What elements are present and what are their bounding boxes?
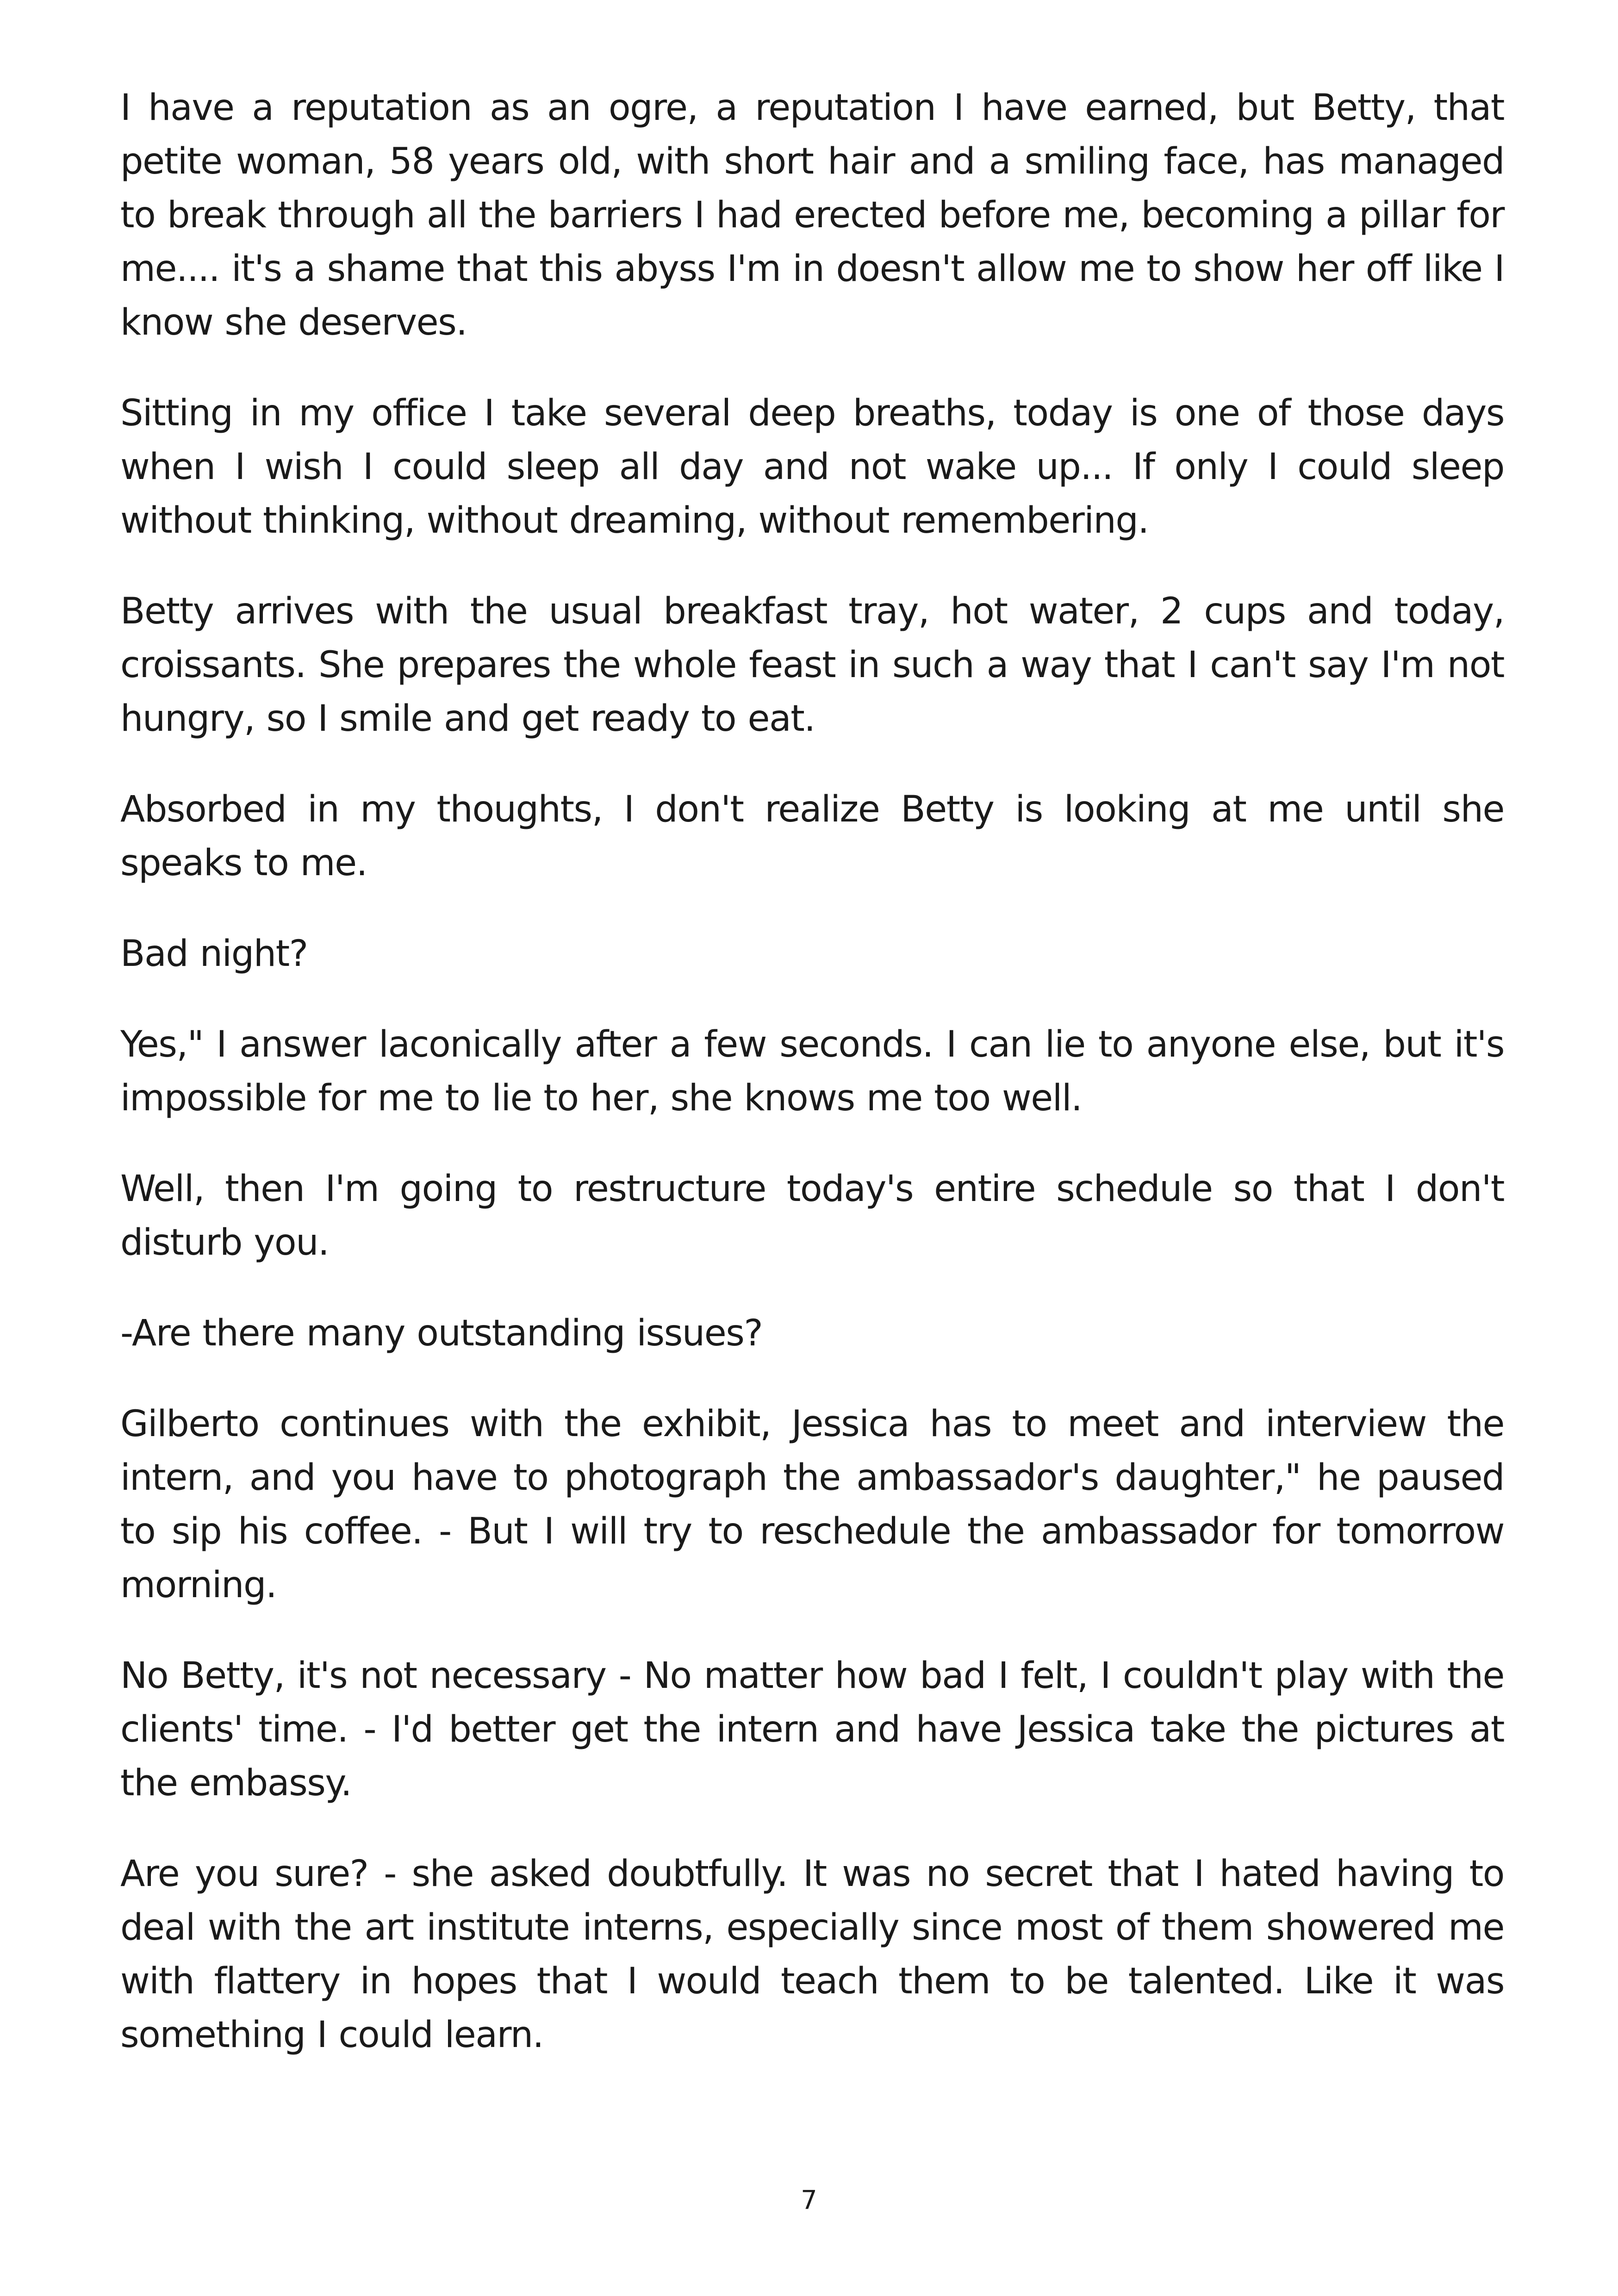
paragraph-3: Betty arrives with the usual breakfast tray, hot water, 2 cups and today, croissants. She prepares the whole feast in such a way that I can't say I'm not hungry, so I smile and get ready to eat. — [120, 591, 1504, 740]
paragraph-11: Are you sure? - she asked doubtfully. It was no secret that I hated having to deal with the art institute interns, especially since most of them showered me with flattery in hopes that I would teach them to be talented. Like it was something I could learn. — [120, 1853, 1504, 2056]
body-text — [120, 81, 1504, 2099]
paragraph-2: Sitting in my office I take several deep breaths, today is one of those days when I wish I could sleep all day and not wake up... If only I could sleep without thinking, without dreaming, without remembering. — [120, 392, 1504, 541]
paragraph-9: Gilberto continues with the exhibit, Jessica has to meet and interview the intern, and you have to photograph the ambassador's daughter," he paused to sip his coffee. - But I will try to reschedule the ambassador for tomorrow morning. — [120, 1403, 1504, 1606]
paragraph-6: Yes," I answer laconically after a few seconds. I can lie to anyone else, but it's impossible for me to lie to her, she knows me too well. — [120, 1024, 1504, 1119]
paragraph-10: No Betty, it's not necessary - No matter how bad I felt, I couldn't play with the clients' time. - I'd better get the intern and have Jessica take the pictures at the embassy. — [120, 1655, 1504, 1804]
paragraph-7: Well, then I'm going to restructure today's entire schedule so that I don't disturb you. — [120, 1168, 1504, 1263]
paragraph-1: I have a reputation as an ogre, a reputation I have earned, but Betty, that petite woman, 58 years old, with short hair and a smiling face, has managed to break through all the barriers I had erected before me, becoming a pillar for me.... it's a shame that this abyss I'm in doesn't allow me to show her off like I know she deserves. — [120, 87, 1504, 343]
paragraph-8: -Are there many outstanding issues? — [120, 1313, 763, 1354]
page-number: 7 — [801, 2185, 817, 2215]
paragraph-5: Bad night? — [120, 933, 308, 975]
paragraph-4: Absorbed in my thoughts, I don't realize Betty is looking at me until she speaks to me. — [120, 789, 1504, 884]
